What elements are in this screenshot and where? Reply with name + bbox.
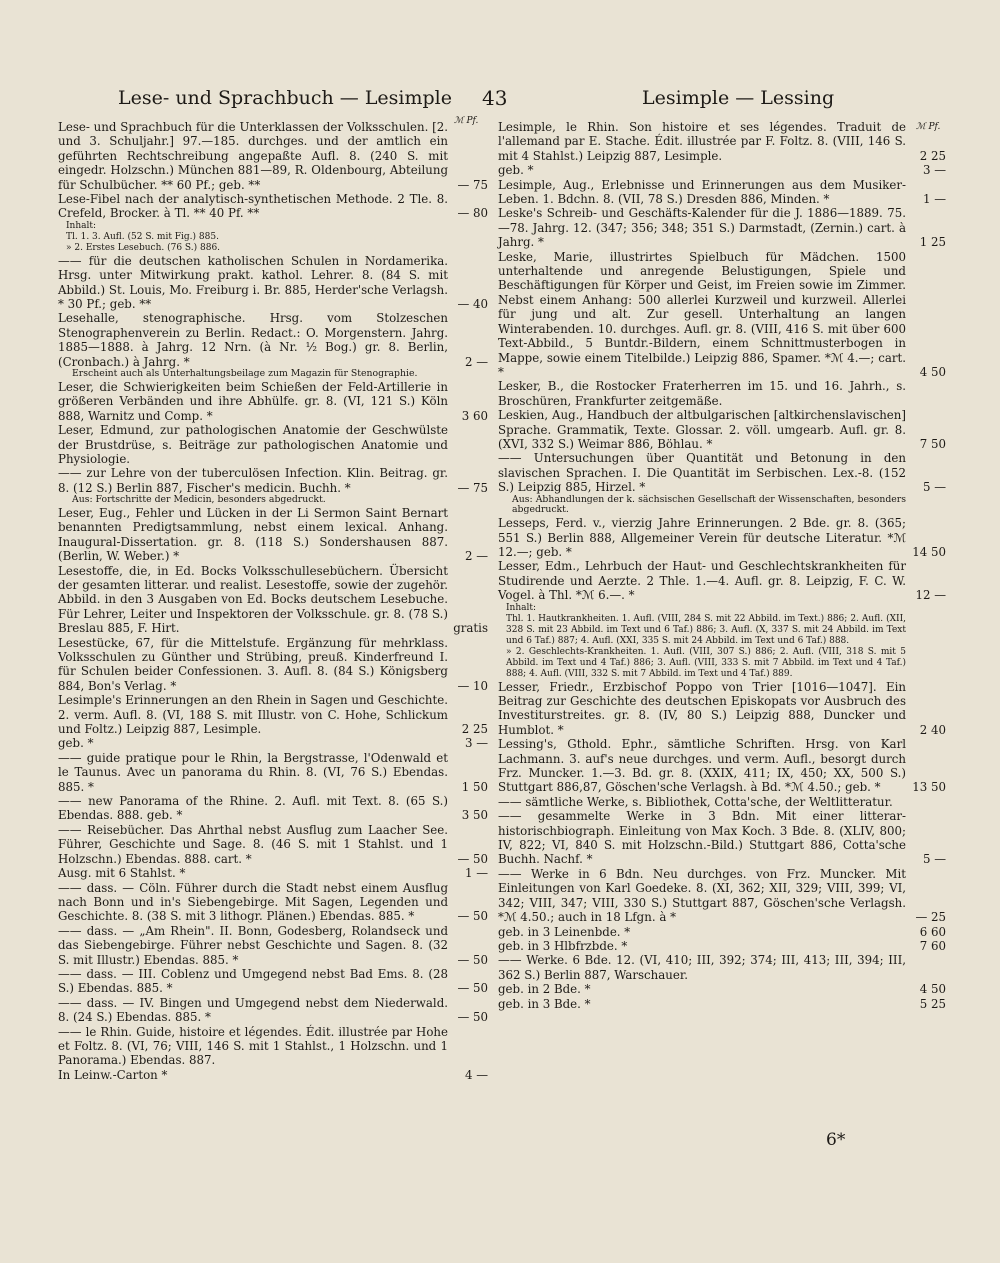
entry-text: —— dass. — „Am Rhein". II. Bonn, Godesberg, Rolandseck und das Siebengebirge. Führer nebst Geschichte und Sagen. 8. (32 S. mit Illustr.) Ebendas. 885. * xyxy=(58,923,448,967)
catalog-entry xyxy=(58,369,488,380)
running-head-right: Lesimple — Lessing xyxy=(642,87,835,109)
catalog-entry xyxy=(498,516,946,559)
catalog-entry xyxy=(58,1068,488,1082)
catalog-entry xyxy=(498,603,946,614)
entry-price: 2 — xyxy=(464,354,488,369)
entry-price: 5 25 xyxy=(919,996,946,1011)
entry-text: Lesehalle, stenographische. Hrsg. vom Stolzeschen Stenographenverein zu Berlin. Redact.: O. Morgenstern. Jahrg. 1885—1888. à Jahrg. 12 Nrn. (à Nr. ½ Bog.) gr. 8. Berlin, (Cronbach.) à Jahrg. * xyxy=(58,311,448,369)
catalog-entry xyxy=(58,636,488,694)
entry-price: — 50 xyxy=(457,1010,488,1025)
entry-price: 5 — xyxy=(922,480,946,495)
entry-price: 3 — xyxy=(464,736,488,751)
entry-price: gratis xyxy=(453,621,488,636)
entry-text: geb. * xyxy=(498,163,534,178)
entry-text: » 2. Geschlechts-Krankheiten. 1. Aufl. (VIII, 307 S.) 886; 2. Aufl. (VIII, 318 S. mit 5 Abbild. im Text und 4 Taf.) 886; 3. Aufl. (VIII, 333 S. mit 7 Abbild. im Text und 4 Taf.) 888; 4. Aufl. (VIII, 332 S. mit 7 Abbild. im Text und 4 Taf.) 889. xyxy=(506,646,906,679)
entry-price: 13 50 xyxy=(912,780,946,795)
entry-price: 4 50 xyxy=(919,364,946,379)
catalog-entry xyxy=(58,736,488,750)
catalog-entry xyxy=(58,693,488,736)
catalog-entry xyxy=(58,254,488,312)
entry-text: geb. in 3 Hlbfrzbde. * xyxy=(498,938,628,953)
entry-price: — 40 xyxy=(457,297,488,312)
catalog-entry xyxy=(498,614,946,647)
entry-text: —— gesammelte Werke in 3 Bdn. Mit einer litterar-historischbiograph. Einleitung von Max Koch. 3 Bde. 8. (XLIV, 800; IV, 822; VI, 840 S. mit Holzschn.-Bild.) Stuttgart 886, Cotta'sche Buchh. Nachf. * xyxy=(498,809,906,867)
catalog-entry xyxy=(498,206,946,249)
entry-text: —— für die deutschen katholischen Schulen in Nordamerika. Hrsg. unter Mitwirkung prakt. kathol. Lehrer. 8. (84 S. mit Abbild.) St. Louis, Mo. Freiburg i. Br. 885, Herder'sche Verlagsh. * 30 Pf.; geb. ** xyxy=(58,253,448,312)
entry-text: Leser, Edmund, zur pathologischen Anatomie der Geschwülste der Brustdrüse, s. Beiträge zur pathologischen Anatomie und Physiologie. xyxy=(58,423,448,466)
entry-text: —— dass. — Cöln. Führer durch die Stadt nebst einem Ausflug nach Bonn und in's Siebengebirge. Mit Sagen, Legenden und Geschichte. 8. (38 S. mit 3 lithogr. Plänen.) Ebendas. 885. * xyxy=(58,880,448,924)
left-column xyxy=(58,120,488,1082)
entry-text: Lesker, B., die Rostocker Fraterherren im 15. und 16. Jahrh., s. Broschüren, Frankfurter zeitgemäße. xyxy=(498,379,906,408)
entry-text: geb. * xyxy=(58,736,94,751)
entry-text: geb. in 3 Bde. * xyxy=(498,996,591,1011)
entry-price: — 75 xyxy=(457,177,488,192)
entry-text: Lesser, Friedr., Erzbischof Poppo von Trier [1016—1047]. Ein Beitrag zur Geschichte des deutschen Episkopats vor Ausbruch des Investiturstreites. gr. 8. (IV, 80 S.) Leipzig 888, Duncker und Humblot. * xyxy=(498,679,906,737)
entry-price: 14 50 xyxy=(912,544,946,559)
entry-price: — 25 xyxy=(915,910,946,925)
catalog-entry xyxy=(498,795,946,809)
catalog-entry xyxy=(498,408,946,451)
entry-price: 7 50 xyxy=(919,436,946,451)
entry-text: Lesestücke, 67, für die Mittelstufe. Ergänzung für mehrklass. Volksschulen zu Günther und Strübing, preuß. Kinderfreund I. für Schulen beider Confessionen. 3. Aufl. 8. (84 S.) Königsberg 884, Bon's Verlag. * xyxy=(58,635,448,693)
catalog-entry xyxy=(498,120,946,163)
entry-price: 7 60 xyxy=(919,938,946,953)
entry-text: —— le Rhin. Guide, histoire et légendes. Édit. illustrée par Hohe et Foltz. 8. (VI, 76; VIII, 146 S. mit 1 Stahlst., 1 Holzschn. und 1 Panorama.) Ebendas. 887. xyxy=(58,1024,448,1068)
entry-price: 3 60 xyxy=(461,408,488,423)
entry-text: Leskien, Aug., Handbuch der altbulgarischen [altkirchenslavischen] Sprache. Grammatik, Texte. Glossar. 2. völl. umgearb. Aufl. gr. 8. (XVI, 332 S.) Weimar 886, Böhlau. * xyxy=(498,408,906,451)
entry-price: 6 60 xyxy=(919,924,946,939)
catalog-entry xyxy=(498,451,946,494)
price-column-label-left: ℳ Pf. xyxy=(454,116,479,126)
entry-text: Leske, Marie, illustrirtes Spielbuch für Mädchen. 1500 unterhaltende und anregende Belustigungen, Spiele und Beschäftigungen für Körper und Geist, im Freien sowie im Zimmer. Nebst einem Anhang: 500 allerlei Kurzweil und kurzweil. Allerlei für jung und alt. Zur gesell. Unterhaltung an langen Winterabenden. 10. durchges. Aufl. gr. 8. (VIII, 416 S. mit über 600 Text-Abbild., 5 Buntdr.-Bildern, einem Schnittmusterbogen in Mappe, sowie einem Titelbilde.) Leipzig 886, Spamer. *ℳ 4.—; cart. * xyxy=(498,249,906,379)
entry-price: — 50 xyxy=(457,909,488,924)
catalog-entry xyxy=(498,867,946,925)
entry-text: Leske's Schreib- und Geschäfts-Kalender für die J. 1886—1889. 75.—78. Jahrg. 12. (347; 356; 348; 351 S.) Darmstadt, (Zernin.) cart. à Jahrg. * xyxy=(498,206,906,250)
catalog-entry xyxy=(58,120,488,192)
entry-price: 2 25 xyxy=(461,722,488,737)
entry-text: Leser, die Schwierigkeiten beim Schießen der Feld-Artillerie in größeren Verbänden und ihre Abhülfe. gr. 8. (VI, 121 S.) Köln 888, Warnitz und Comp. * xyxy=(58,379,448,423)
entry-text: Aus: Fortschritte der Medicin, besonders abgedruckt. xyxy=(72,494,326,506)
catalog-entry xyxy=(58,311,488,369)
printer-signature: 6* xyxy=(826,1130,846,1150)
entry-text: Lessing's, Gthold. Ephr., sämtliche Schriften. Hrsg. von Karl Lachmann. 3. auf's neue durchges. und verm. Aufl., besorgt durch Frz. Muncker. 1.—3. Bd. gr. 8. (XXIX, 411; IX, 450; XX, 500 S.) Stuttgart 886,87, Göschen'sche Verlagsh. à Bd. *ℳ 4.50.; geb. * xyxy=(498,737,906,795)
entry-text: Aus: Abhandlungen der k. sächsischen Gesellschaft der Wissenschaften, besonders abgedruckt. xyxy=(512,493,906,516)
catalog-entry xyxy=(498,939,946,953)
entry-text: Lese-Fibel nach der analytisch-synthetischen Methode. 2 Tle. 8. Crefeld, Brocker. à Tl. ** 40 Pf. ** xyxy=(58,192,448,221)
entry-text: Lese- und Sprachbuch für die Unterklassen der Volksschulen. [2. und 3. Schuljahr.] 97.—185. durchges. und der amtlich ein geführten Rechtschreibung angepaßte Aufl. 8. (240 S. mit eingedr. Holzschn.) München 881—89, R. Oldenbourg, Abteilung für Schulbücher. ** 60 Pf.; geb. ** xyxy=(58,120,448,192)
entry-price: 2 — xyxy=(464,549,488,564)
entry-text: —— zur Lehre von der tuberculösen Infection. Klin. Beitrag. gr. 8. (12 S.) Berlin 887, Fischer's medicin. Buchh. * xyxy=(58,466,448,495)
entry-text: Inhalt: xyxy=(506,602,537,613)
entry-price: 1 50 xyxy=(461,779,488,794)
catalog-entry xyxy=(498,250,946,380)
entry-price: 3 50 xyxy=(461,808,488,823)
entry-text: —— new Panorama of the Rhine. 2. Aufl. mit Text. 8. (65 S.) Ebendas. 888. geb. * xyxy=(58,794,448,823)
entry-text: Erscheint auch als Unterhaltungsbeilage zum Magazin für Stenographie. xyxy=(72,368,418,380)
entry-price: 4 — xyxy=(464,1067,488,1082)
entry-text: —— Reisebücher. Das Ahrthal nebst Ausflug zum Laacher See. Führer, Geschichte und Sage. 8. (46 S. mit 1 Stahlst. und 1 Holzschn.) Ebendas. 888. cart. * xyxy=(58,822,448,866)
catalog-entry xyxy=(58,232,488,243)
entry-text: Lesseps, Ferd. v., vierzig Jahre Erinnerungen. 2 Bde. gr. 8. (365; 551 S.) Berlin 888, Allgemeiner Verein für deutsche Literatur. *ℳ 12.—; geb. * xyxy=(498,516,906,559)
catalog-entry xyxy=(498,379,946,408)
entry-price: — 50 xyxy=(457,851,488,866)
entry-text: Ausg. mit 6 Stahlst. * xyxy=(58,866,186,881)
entry-price: — 50 xyxy=(457,952,488,967)
catalog-entry xyxy=(498,809,946,867)
catalog-entry xyxy=(58,564,488,636)
catalog-entry xyxy=(58,423,488,466)
entry-price: 2 40 xyxy=(919,722,946,737)
entry-text: —— dass. — III. Coblenz und Umgegend nebst Bad Ems. 8. (28 S.) Ebendas. 885. * xyxy=(58,966,448,996)
catalog-entry xyxy=(58,221,488,232)
entry-price: — 80 xyxy=(457,206,488,221)
entry-text: —— Werke. 6 Bde. 12. (VI, 410; III, 392; 374; III, 413; III, 394; III, 362 S.) Berlin 887, Warschauer. xyxy=(498,953,906,982)
price-column-label-right: ℳ Pf. xyxy=(916,122,941,132)
catalog-entry xyxy=(58,996,488,1025)
catalog-entry xyxy=(498,559,946,602)
catalog-entry xyxy=(58,794,488,823)
catalog-entry xyxy=(58,967,488,996)
entry-price: 1 25 xyxy=(919,235,946,250)
catalog-entry xyxy=(58,380,488,423)
entry-text: Lesestoffe, die, in Ed. Bocks Volksschullesebüchern. Übersicht der gesamten litterar. und realist. Lesestoffe, sowie der zugehör. Abbild. in den 3 Ausgaben von Ed. Bocks deutschem Lesebuche. Für Lehrer, Leiter und Inspektoren der Volksschule. gr. 8. (78 S.) Breslau 885, F. Hirt. xyxy=(58,563,448,636)
entry-text: Lesimple, le Rhin. Son histoire et ses légendes. Traduit de l'allemand par E. Stache. Édit. illustrée par F. Foltz. 8. (VIII, 146 S. mit 4 Stahlst.) Leipzig 887, Lesimple. xyxy=(498,120,906,163)
catalog-entry xyxy=(58,192,488,221)
entry-text: Leser, Eug., Fehler und Lücken in der Li Sermon Saint Bernart benannten Predigtsammlung, nebst einem lexical. Anhang. Inaugural-Dissertation. gr. 8. (118 S.) Sondershausen 887. (Berlin, W. Weber.) * xyxy=(58,505,448,564)
catalog-entry xyxy=(58,495,488,506)
running-head-left: Lese- und Sprachbuch — Lesimple xyxy=(118,87,453,109)
catalog-entry xyxy=(58,866,488,880)
right-column xyxy=(498,120,946,1011)
catalog-entry xyxy=(58,1025,488,1068)
catalog-entry xyxy=(498,647,946,680)
catalog-entry xyxy=(498,925,946,939)
entry-price: 12 — xyxy=(915,588,946,603)
entry-text: Lesimple, Aug., Erlebnisse und Erinnerungen aus dem Musiker-Leben. 1. Bdchn. 8. (VII, 78 S.) Dresden 886, Minden. * xyxy=(498,177,906,207)
entry-text: Inhalt: xyxy=(66,220,97,231)
entry-text: » 2. Erstes Lesebuch. (76 S.) 886. xyxy=(66,242,221,253)
entry-text: —— dass. — IV. Bingen und Umgegend nebst dem Niederwald. 8. (24 S.) Ebendas. 885. * xyxy=(58,995,448,1025)
catalog-entry xyxy=(58,506,488,564)
catalog-entry xyxy=(58,243,488,254)
catalog-entry xyxy=(498,737,946,795)
entry-text: Thl. 1. Hautkrankheiten. 1. Aufl. (VIII, 284 S. mit 22 Abbild. im Text.) 886; 2. Aufl. (XII, 328 S. mit 23 Abbild. im Text und 6 Taf.) 886; 3. Aufl. (X, 337 S. mit 24 Abbild. im Text und 6 Taf.) 887; 4. Aufl. (XXI, 335 S. mit 24 Abbild. im Text und 6 Taf.) 888. xyxy=(506,613,906,646)
catalog-entry xyxy=(498,680,946,738)
entry-text: —— Untersuchungen über Quantität und Betonung in den slavischen Sprachen. I. Die Quantität im Serbischen. Lex.-8. (152 S.) Leipzig 885, Hirzel. * xyxy=(498,451,906,495)
page-number: 43 xyxy=(482,86,508,110)
entry-price: 1 — xyxy=(922,192,946,207)
entry-text: geb. in 3 Leinenbde. * xyxy=(498,924,631,939)
entry-price: 2 25 xyxy=(919,148,946,163)
catalog-entry xyxy=(58,751,488,794)
catalog-entry xyxy=(498,982,946,996)
entry-text: In Leinw.-Carton * xyxy=(58,1067,168,1082)
entry-price: 1 — xyxy=(464,866,488,881)
catalog-entry xyxy=(498,495,946,517)
catalog-entry xyxy=(498,953,946,982)
catalog-entry xyxy=(498,997,946,1011)
entry-price: — 75 xyxy=(457,480,488,495)
catalog-entry xyxy=(58,823,488,866)
entry-price: 4 50 xyxy=(919,982,946,997)
catalog-entry xyxy=(58,466,488,495)
entry-text: —— Werke in 6 Bdn. Neu durchges. von Frz. Muncker. Mit Einleitungen von Karl Goedeke. 8. (XI, 362; XII, 329; VIII, 399; VI, 342; VIII, 347; VIII, 330 S.) Stuttgart 887, Göschen'sche Verlagsh. *ℳ 4.50.; auch in 18 Lfgn. à * xyxy=(498,866,906,925)
entry-text: Lesser, Edm., Lehrbuch der Haut- und Geschlechtskrankheiten für Studirende und Aerzte. 2 Thle. 1.—4. Aufl. gr. 8. Leipzig, F. C. W. Vogel. à Thl. *ℳ 6.—. * xyxy=(498,559,906,603)
entry-text: Lesimple's Erinnerungen an den Rhein in Sagen und Geschichte. 2. verm. Aufl. 8. (VI, 188 S. mit Illustr. von C. Hohe, Schlickum und Foltz.) Leipzig 887, Lesimple. xyxy=(58,693,448,737)
entry-text: geb. in 2 Bde. * xyxy=(498,982,591,997)
entry-price: — 10 xyxy=(457,678,488,693)
entry-text: Tl. 1. 3. Aufl. (52 S. mit Fig.) 885. xyxy=(66,231,219,242)
entry-price: — 50 xyxy=(457,981,488,996)
catalog-entry xyxy=(498,163,946,177)
entry-price: 3 — xyxy=(922,163,946,178)
catalog-entry xyxy=(58,924,488,967)
catalog-entry xyxy=(498,178,946,207)
entry-text: —— sämtliche Werke, s. Bibliothek, Cotta'sche, der Weltlitteratur. xyxy=(498,794,893,809)
entry-price: 5 — xyxy=(922,852,946,867)
entry-text: —— guide pratique pour le Rhin, la Bergstrasse, l'Odenwald et le Taunus. Avec un panorama du Rhin. 8. (VI, 76 S.) Ebendas. 885. * xyxy=(58,750,448,794)
catalog-entry xyxy=(58,881,488,924)
